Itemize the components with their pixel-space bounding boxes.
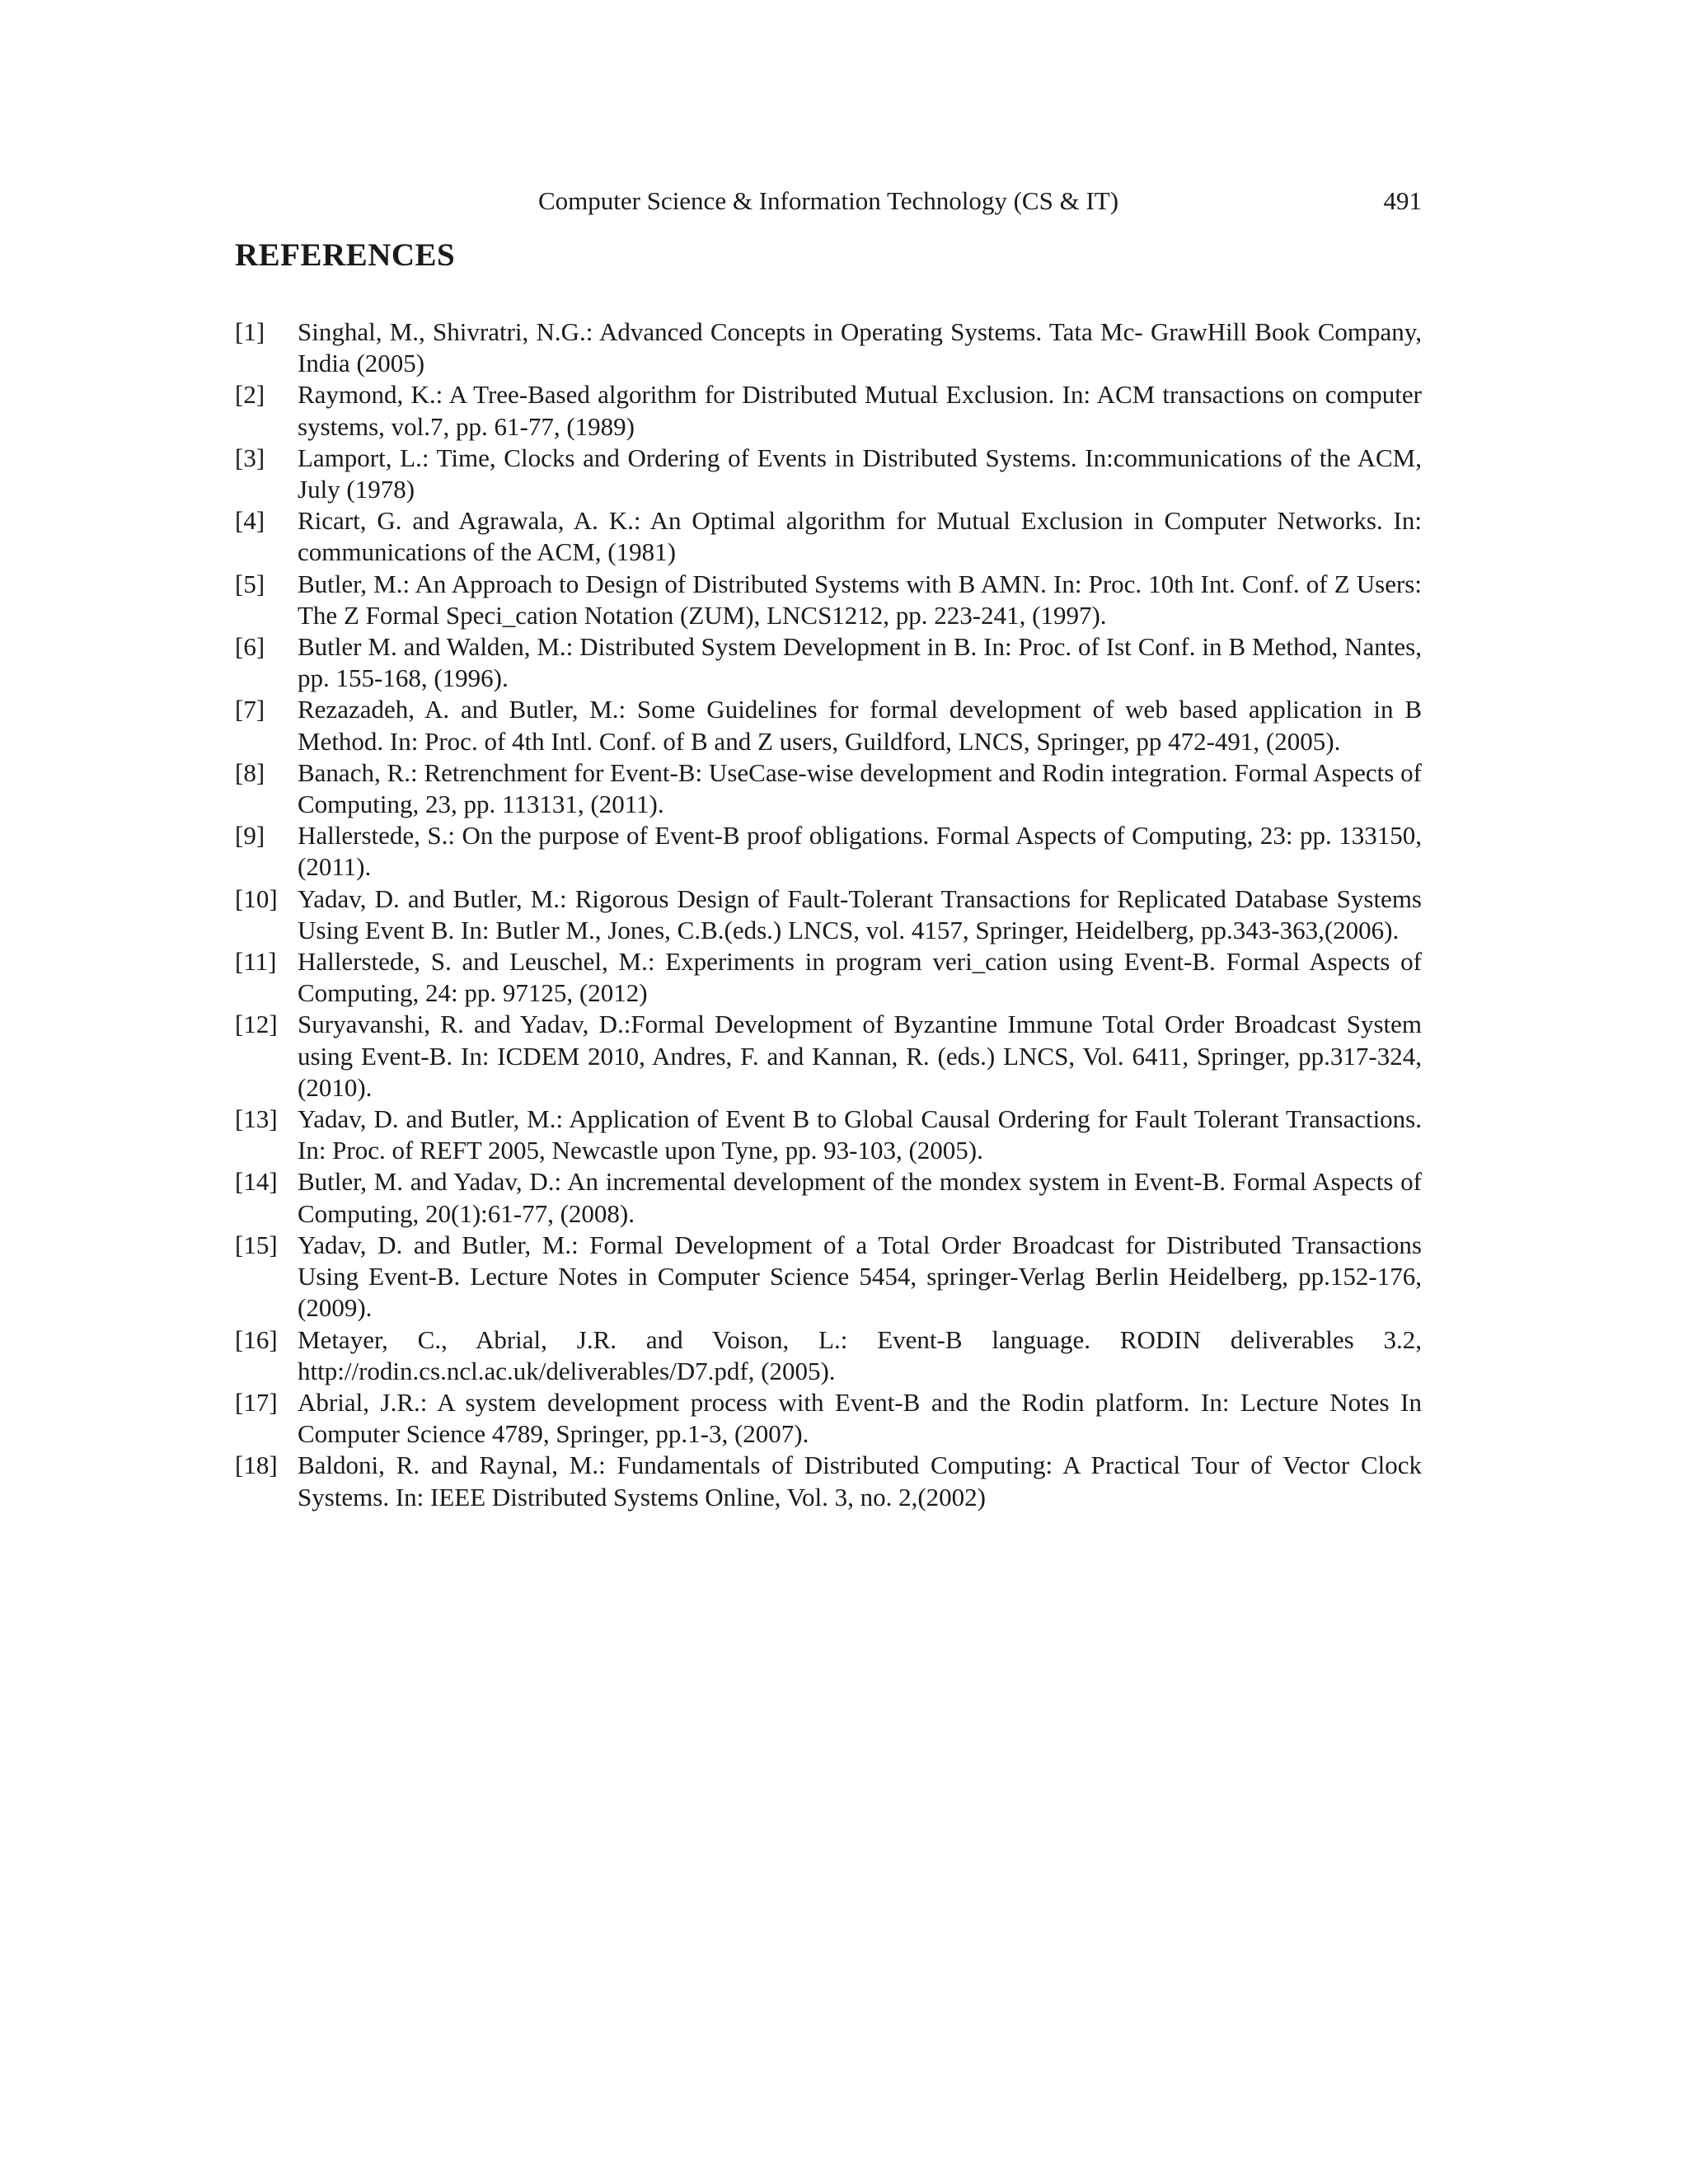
reference-text: Metayer, C., Abrial, J.R. and Voison, L.: Event-B language. RODIN deliverables 3.2, http://rodin.cs.ncl.ac.uk/deliverables/D7.pdf, (2005). bbox=[298, 1324, 1422, 1385]
reference-number: [5] bbox=[235, 569, 265, 598]
reference-item bbox=[235, 946, 1422, 1009]
reference-item bbox=[235, 1450, 1422, 1512]
reference-item bbox=[235, 1009, 1422, 1104]
running-title: Computer Science & Information Technology (CS & IT) bbox=[537, 186, 1119, 215]
reference-text: Yadav, D. and Butler, M.: Formal Development of a Total Order Broadcast for Distributed Transactions Using Event-B. Lecture Notes in Computer Science 5454, springer-Verlag Berlin Heidelberg, pp.152-176, (2009). bbox=[298, 1230, 1422, 1323]
reference-text: Hallerstede, S. and Leuschel, M.: Experiments in program veri_cation using Event-B. Formal Aspects of Computing, 24: pp. 97125, (2012) bbox=[298, 947, 1422, 1008]
reference-number: [11] bbox=[235, 947, 277, 977]
reference-number: [2] bbox=[235, 380, 265, 410]
reference-item bbox=[235, 883, 1422, 946]
reference-item bbox=[235, 820, 1422, 883]
reference-item bbox=[235, 1230, 1422, 1324]
reference-number: [3] bbox=[235, 443, 265, 472]
reference-item bbox=[235, 569, 1422, 631]
reference-number: [12] bbox=[235, 1010, 278, 1039]
reference-item bbox=[235, 316, 1422, 379]
reference-number: [18] bbox=[235, 1451, 278, 1480]
reference-text: Yadav, D. and Butler, M.: Rigorous Design of Fault-Tolerant Transactions for Replicated Database Systems Using Event B. In: Butler M., Jones, C.B.(eds.) LNCS, vol. 4157, Springer, Heidelberg, pp.343-363,(2006). bbox=[298, 883, 1422, 944]
running-header bbox=[235, 183, 1422, 219]
reference-item bbox=[235, 757, 1422, 820]
reference-text: Hallerstede, S.: On the purpose of Event-B proof obligations. Formal Aspects of Computing, 23: pp. 133150, (2011). bbox=[298, 821, 1422, 882]
reference-number: [13] bbox=[235, 1104, 278, 1134]
reference-number: [4] bbox=[235, 506, 265, 536]
reference-number: [7] bbox=[235, 695, 265, 724]
reference-text: Baldoni, R. and Raynal, M.: Fundamentals of Distributed Computing: A Practical Tour of Vector Clock Systems. In: IEEE Distributed Systems Online, Vol. 3, no. 2,(2002) bbox=[298, 1451, 1422, 1511]
reference-number: [17] bbox=[235, 1387, 278, 1417]
reference-item bbox=[235, 1387, 1422, 1450]
reference-list bbox=[235, 316, 1422, 1513]
reference-text: Butler M. and Walden, M.: Distributed System Development in B. In: Proc. of Ist Conf. in B Method, Nantes, pp. 155-168, (1996). bbox=[298, 632, 1422, 693]
reference-number: [6] bbox=[235, 632, 265, 662]
reference-number: [15] bbox=[235, 1230, 278, 1259]
reference-text: Lamport, L.: Time, Clocks and Ordering of Events in Distributed Systems. In:communications of the ACM, July (1978) bbox=[298, 443, 1422, 504]
reference-number: [9] bbox=[235, 821, 265, 851]
reference-number: [8] bbox=[235, 757, 265, 787]
reference-item bbox=[235, 1166, 1422, 1229]
page-number: 491 bbox=[1383, 186, 1422, 215]
reference-item bbox=[235, 694, 1422, 757]
reference-text: Abrial, J.R.: A system development process with Event-B and the Rodin platform. In: Lecture Notes In Computer Science 4789, Springer, pp.1-3, (2007). bbox=[298, 1387, 1422, 1449]
reference-item bbox=[235, 379, 1422, 442]
reference-number: [16] bbox=[235, 1324, 278, 1354]
reference-text: Banach, R.: Retrenchment for Event-B: UseCase-wise development and Rodin integration. Formal Aspects of Computing, 23, pp. 113131, (2011). bbox=[298, 757, 1422, 819]
reference-text: Ricart, G. and Agrawala, A. K.: An Optimal algorithm for Mutual Exclusion in Computer Networks. In: communications of the ACM, (1981) bbox=[298, 506, 1422, 567]
reference-item bbox=[235, 1324, 1422, 1387]
section-heading: REFERENCES bbox=[235, 237, 456, 273]
reference-number: [1] bbox=[235, 317, 265, 346]
reference-text: Raymond, K.: A Tree-Based algorithm for Distributed Mutual Exclusion. In: ACM transactions on computer systems, vol.7, pp. 61-77, (1989) bbox=[298, 380, 1422, 441]
reference-text: Yadav, D. and Butler, M.: Application of Event B to Global Causal Ordering for Fault Tolerant Transactions. In: Proc. of REFT 2005, Newcastle upon Tyne, pp. 93-103, (2005). bbox=[298, 1104, 1422, 1165]
reference-text: Butler, M.: An Approach to Design of Distributed Systems with B AMN. In: Proc. 10th Int. Conf. of Z Users: The Z Formal Speci_cation Notation (ZUM), LNCS1212, pp. 223-241, (1997). bbox=[298, 569, 1422, 630]
reference-item bbox=[235, 505, 1422, 568]
reference-item bbox=[235, 443, 1422, 505]
reference-text: Rezazadeh, A. and Butler, M.: Some Guidelines for formal development of web based application in B Method. In: Proc. of 4th Intl. Conf. of B and Z users, Guildford, LNCS, Springer, pp 472-491, (2005). bbox=[298, 695, 1422, 756]
reference-text: Butler, M. and Yadav, D.: An incremental development of the mondex system in Event-B. Formal Aspects of Computing, 20(1):61-77, (2008). bbox=[298, 1167, 1422, 1228]
reference-number: [14] bbox=[235, 1167, 278, 1197]
reference-item bbox=[235, 1104, 1422, 1166]
reference-item bbox=[235, 631, 1422, 694]
reference-text: Singhal, M., Shivratri, N.G.: Advanced Concepts in Operating Systems. Tata Mc- GrawHill Book Company, India (2005) bbox=[298, 317, 1422, 378]
reference-text: Suryavanshi, R. and Yadav, D.:Formal Development of Byzantine Immune Total Order Broadcast System using Event-B. In: ICDEM 2010, Andres, F. and Kannan, R. (eds.) LNCS, Vol. 6411, Springer, pp.317-324, (2010). bbox=[298, 1010, 1422, 1102]
reference-number: [10] bbox=[235, 883, 278, 913]
